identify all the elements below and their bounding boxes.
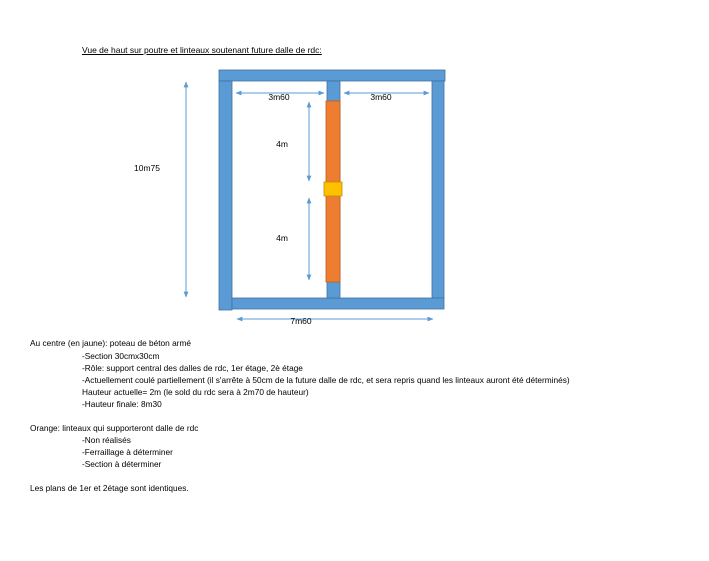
concrete-post [324,182,342,196]
lintel-note-line: -Ferraillage à déterminer [82,447,173,457]
post-note-line: -Hauteur finale: 8m30 [82,399,162,409]
post-note-line: -Actuellement coulé partiellement (il s'arrête à 50cm de la future dalle de rdc, et sera repris quand les linteaux auront été déterminés) [82,375,570,385]
wall-top [219,70,445,81]
post-notes-title: Au centre (en jaune): poteau de béton armé [30,338,191,348]
post-note-line: -Rôle: support central des dalles de rdc, 1er étage, 2è étage [82,363,303,373]
page-title: Vue de haut sur poutre et linteaux soutenant future dalle de rdc: [82,45,322,55]
label-lower-lintel: 4m [276,233,288,243]
label-total-width: 7m60 [290,316,312,326]
label-total-height: 10m75 [134,163,160,173]
wall-left [219,81,232,310]
wall-bottom [232,298,444,309]
label-right-span: 3m60 [370,92,392,102]
lintel-notes-title: Orange: linteaux qui supporteront dalle de rdc [30,423,199,433]
label-left-span: 3m60 [268,92,290,102]
post-note-line: Hauteur actuelle= 2m (le sold du rdc sera à 2m70 de hauteur) [82,387,309,397]
footer-note: Les plans de 1er et 2étage sont identiques. [30,483,189,493]
label-upper-lintel: 4m [276,139,288,149]
wall-right [432,81,444,299]
lintel-note-line: -Section à déterminer [82,459,162,469]
lintel-note-line: -Non réalisés [82,435,131,445]
post-note-line: -Section 30cmx30cm [82,351,160,361]
